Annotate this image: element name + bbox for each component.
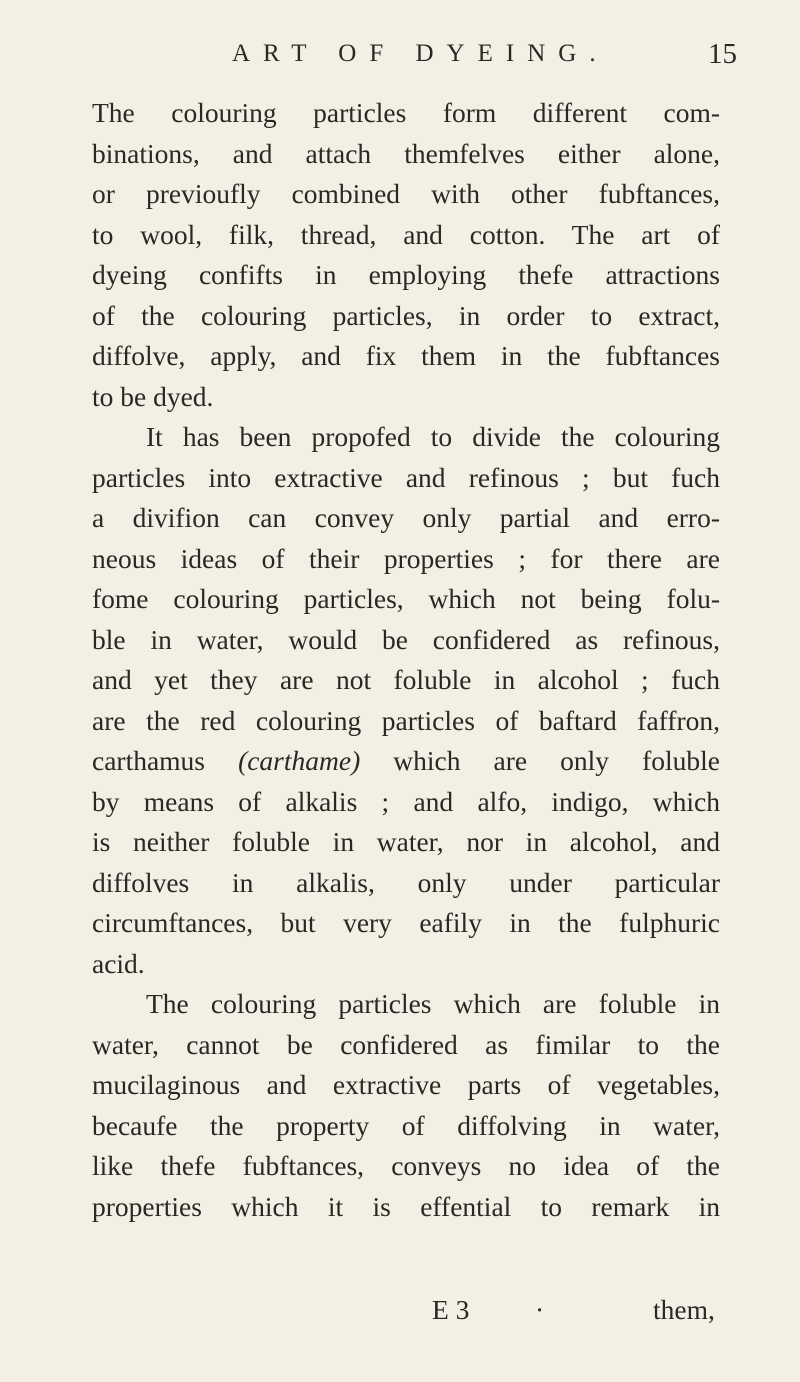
italic-term: (carthame) [238,745,361,776]
text-line: becaufe the property of diffolving in water, [92,1109,720,1141]
running-head [0,38,800,78]
running-title: ART OF DYEING. [232,40,609,67]
text-line: to be dyed. [92,380,214,412]
text-line-mixed [92,741,720,782]
page-number: 15 [708,38,737,70]
text-line: are the red colouring particles of baftard faffron, [92,704,720,736]
text-line: by means of alkalis ; and alfo, indigo, which [92,785,720,817]
text-line: water, cannot be confidered as fimilar to the [92,1028,720,1060]
text-line: to wool, filk, thread, and cotton. The art of [92,218,720,250]
text-line: neous ideas of their properties ; for there are [92,542,720,574]
text-line: diffolves in alkalis, only under particular [92,866,720,898]
text-line: acid. [92,947,145,979]
text-line: circumftances, but very eafily in the fulphuric [92,907,720,938]
text-line: The colouring particles form different com- [92,97,720,128]
footer-dot: · [535,1294,545,1325]
text-line: ble in water, would be confidered as refinous, [92,623,720,655]
text-segment: carthamus [92,745,239,776]
text-line: is neither foluble in water, nor in alcohol, and [92,826,720,857]
body-text [92,93,720,1227]
text-line: diffolve, apply, and fix them in the fubftances [92,340,720,371]
text-segment: which are only foluble [360,745,720,776]
text-line: and yet they are not foluble in alcohol ; fuch [92,664,720,695]
text-line: particles into extractive and refinous ; but fuch [92,461,720,493]
text-line: properties which it is effential to remark in [92,1190,720,1222]
text-line: of the colouring particles, in order to extract, [92,299,720,331]
text-line: The colouring particles which are foluble in [146,988,720,1019]
text-line: mucilaginous and extractive parts of vegetables, [92,1069,720,1100]
catchword: them, [653,1294,715,1325]
text-line: a divifion can convey only partial and erro- [92,502,720,533]
text-line: binations, and attach themfelves either alone, [92,137,720,169]
text-line: or previoufly combined with other fubftances, [92,178,720,209]
text-line: dyeing confifts in employing thefe attractions [92,259,720,290]
signature-mark: E 3 [432,1294,470,1325]
text-line: It has been propofed to divide the colouring [146,421,720,452]
page-footer [0,1294,800,1334]
text-line: fome colouring particles, which not being folu- [92,583,720,614]
text-line: like thefe fubftances, conveys no idea of the [92,1150,720,1181]
